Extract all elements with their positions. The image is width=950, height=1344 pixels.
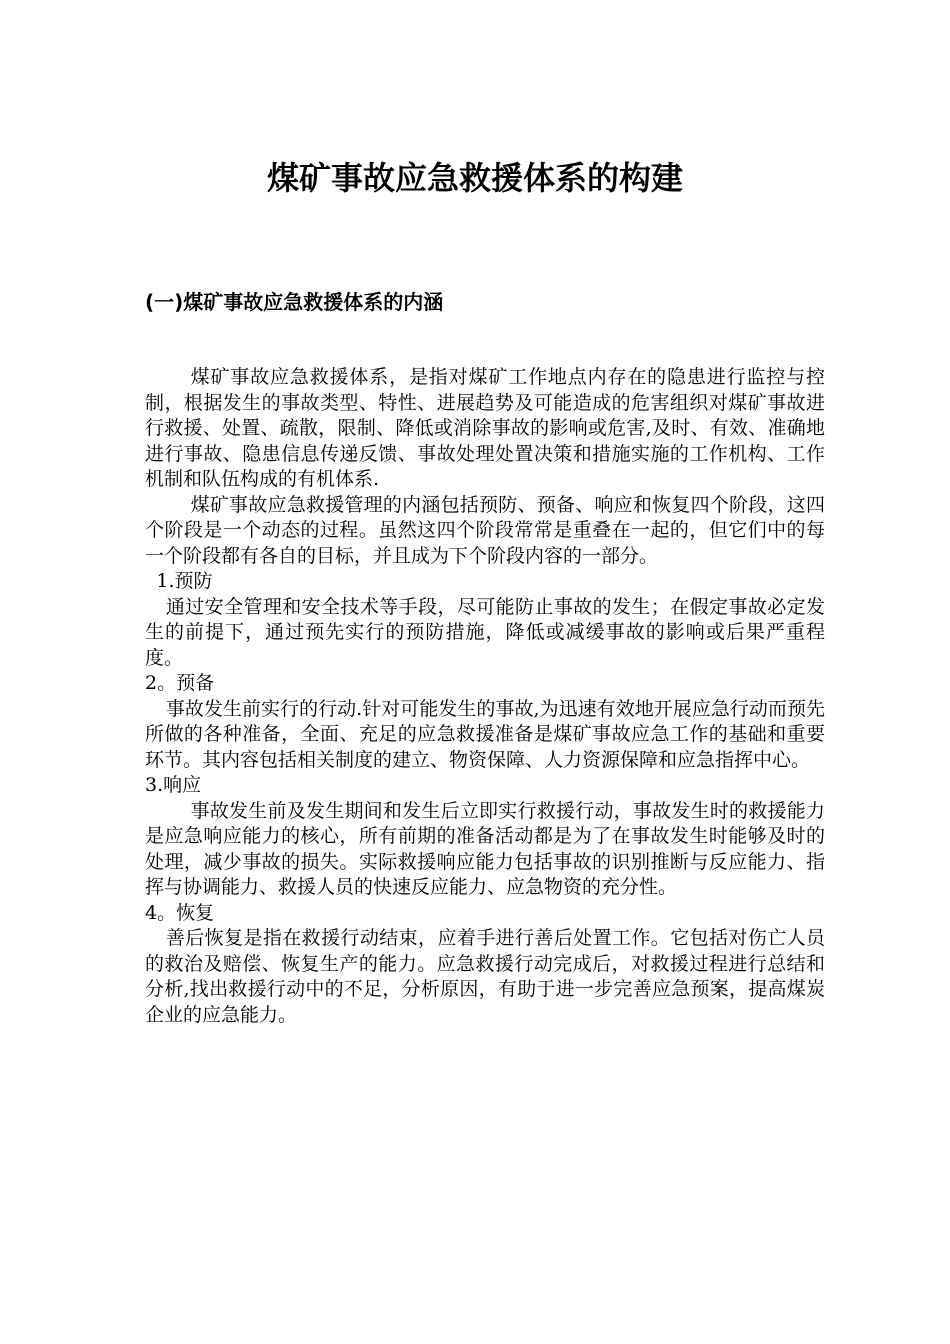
stage-text-prevention: 通过安全管理和安全技术等手段，尽可能防止事故的发生；在假定事故必定发生的前提下，通过预先实行的预防措施，降低或减缓事故的影响或后果严重程度。 [145,595,825,669]
stage-label-preparation: 2。预备 [145,672,215,694]
paragraph-stages-overview: 煤矿事故应急救援管理的内涵包括预防、预备、响应和恢复四个阶段，这四个阶段是一个动态的过程。虽然这四个阶段常常是重叠在一起的，但它们中的每一个阶段都有各自的目标，并且成为下个阶段内容的一部分。 [145,493,825,567]
stage-text-recovery: 善后恢复是指在救援行动结束，应着手进行善后处置工作。它包括对伤亡人员的救治及赔偿、恢复生产的能力。应急救援行动完成后，对救援过程进行总结和分析,找出救援行动中的不足，分析原因，有助于进一步完善应急预案，提高煤炭企业的应急能力。 [145,927,825,1026]
stage-label-recovery: 4。恢复 [145,901,215,924]
paragraph-definition: 煤矿事故应急救援体系，是指对煤矿工作地点内存在的隐患进行监控与控制，根据发生的事故类型、特性、进展趋势及可能造成的危害组织对煤矿事故进行救援、处置、疏散，限制、降低或消除事故的影响或危害,及时、有效、准确地进行事故、隐患信息传递反馈、事故处理处置决策和措施实施的工作机构、工作机制和队伍构成的有机体系. [145,366,825,490]
stage-text-response: 事故发生前及发生期间和发生后立即实行救援行动，事故发生时的救援能力是应急响应能力的核心，所有前期的准备活动都是为了在事故发生时能够及时的处理，减少事故的损失。实际救援响应能力包括事故的识别推断与反应能力、指挥与协调能力、救援人员的快速反应能力、应急物资的充分性。 [145,799,825,898]
stage-text-preparation: 事故发生前实行的行动.针对可能发生的事故,为迅速有效地开展应急行动而预先所做的各种准备，全面、充足的应急救援准备是煤矿事故应急工作的基础和重要环节。其内容包括相关制度的建立、物资保障、人力资源保障和应急指挥中心。 [145,697,825,771]
stage-label-response: 3.响应 [145,774,202,796]
section-heading: (一)煤矿事故应急救援体系的内涵 [145,290,444,314]
document-body [145,365,825,1028]
stage-label-prevention: 1.预防 [156,570,213,592]
document-title: 煤矿事故应急救援体系的构建 [266,159,683,197]
